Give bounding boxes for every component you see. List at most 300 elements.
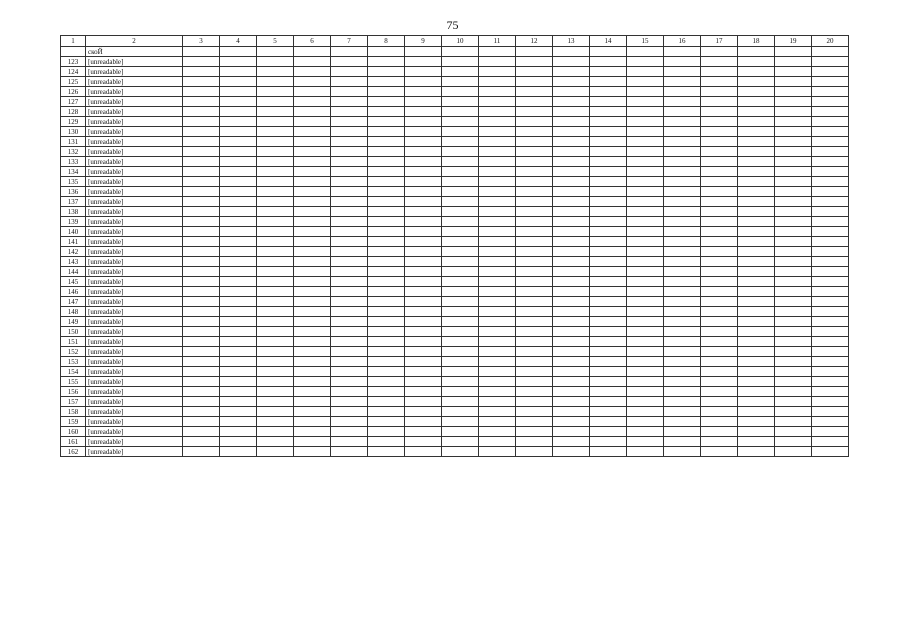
table-cell	[775, 357, 812, 367]
table-cell	[516, 327, 553, 337]
table-cell: [unreadable]	[86, 277, 183, 287]
table-cell	[183, 447, 220, 457]
table-cell	[812, 97, 849, 107]
table-cell	[775, 437, 812, 447]
table-cell	[183, 227, 220, 237]
table-cell	[183, 307, 220, 317]
table-cell	[516, 167, 553, 177]
table-cell	[627, 217, 664, 227]
table-cell	[627, 377, 664, 387]
table-cell	[738, 137, 775, 147]
table-cell	[664, 247, 701, 257]
table-cell	[220, 237, 257, 247]
table-cell	[812, 197, 849, 207]
table-cell	[294, 387, 331, 397]
table-cell	[220, 147, 257, 157]
table-cell: 124	[61, 67, 86, 77]
table-row	[61, 77, 849, 87]
table-cell	[442, 177, 479, 187]
table-cell	[442, 127, 479, 137]
table-cell	[812, 267, 849, 277]
table-cell	[257, 257, 294, 267]
table-cell	[701, 317, 738, 327]
table-cell: 130	[61, 127, 86, 137]
table-cell	[183, 117, 220, 127]
table-row	[61, 97, 849, 107]
table-cell	[220, 247, 257, 257]
table-cell	[701, 237, 738, 247]
table-cell	[516, 257, 553, 267]
table-cell	[701, 197, 738, 207]
table-cell	[775, 107, 812, 117]
table-cell	[405, 217, 442, 227]
table-cell	[516, 387, 553, 397]
table-cell	[590, 97, 627, 107]
table-cell	[442, 367, 479, 377]
table-cell	[590, 277, 627, 287]
table-cell: [unreadable]	[86, 147, 183, 157]
table-cell	[405, 257, 442, 267]
table-cell	[331, 257, 368, 267]
table-cell	[479, 197, 516, 207]
table-cell	[294, 217, 331, 227]
table-cell	[479, 287, 516, 297]
table-cell	[368, 387, 405, 397]
table-cell	[590, 237, 627, 247]
table-cell	[479, 327, 516, 337]
table-cell	[294, 167, 331, 177]
table-cell: 134	[61, 167, 86, 177]
table-cell	[590, 197, 627, 207]
table-cell	[775, 387, 812, 397]
table-cell	[331, 97, 368, 107]
table-cell	[627, 257, 664, 267]
table-cell: 129	[61, 117, 86, 127]
table-cell	[183, 217, 220, 227]
table-cell	[294, 267, 331, 277]
table-cell	[516, 317, 553, 327]
table-cell	[479, 47, 516, 57]
table-row	[61, 407, 849, 417]
table-cell	[627, 77, 664, 87]
table-cell	[331, 157, 368, 167]
header-cell: 16	[664, 36, 701, 47]
table-cell	[812, 127, 849, 137]
table-cell: [unreadable]	[86, 387, 183, 397]
table-cell	[220, 287, 257, 297]
table-cell	[701, 67, 738, 77]
table-cell	[738, 77, 775, 87]
table-cell	[257, 307, 294, 317]
table-cell: [unreadable]	[86, 357, 183, 367]
table-cell	[220, 417, 257, 427]
table-cell	[442, 237, 479, 247]
table-cell	[257, 377, 294, 387]
table-cell	[368, 287, 405, 297]
table-cell	[220, 137, 257, 147]
table-cell	[220, 407, 257, 417]
table-cell	[442, 187, 479, 197]
table-cell	[294, 197, 331, 207]
table-cell	[331, 187, 368, 197]
table-cell	[590, 247, 627, 257]
table-cell	[294, 407, 331, 417]
table-cell	[627, 117, 664, 127]
table-cell: [unreadable]	[86, 77, 183, 87]
table-cell	[812, 447, 849, 457]
table-cell	[331, 217, 368, 227]
table-cell	[627, 207, 664, 217]
table-cell	[775, 307, 812, 317]
table-cell: [unreadable]	[86, 217, 183, 227]
table-cell	[220, 217, 257, 227]
table-cell	[627, 307, 664, 317]
table-row	[61, 297, 849, 307]
table-cell	[812, 407, 849, 417]
table-cell	[664, 167, 701, 177]
table-cell	[183, 277, 220, 287]
table-cell	[405, 237, 442, 247]
table-cell	[183, 387, 220, 397]
table-cell	[701, 187, 738, 197]
table-cell	[664, 427, 701, 437]
table-cell	[294, 367, 331, 377]
table-cell	[516, 397, 553, 407]
table-row	[61, 237, 849, 247]
table-cell	[553, 297, 590, 307]
table-cell	[664, 157, 701, 167]
table-cell	[553, 287, 590, 297]
table-cell: 133	[61, 157, 86, 167]
table-cell	[627, 197, 664, 207]
table-cell	[627, 107, 664, 117]
table-cell: [unreadable]	[86, 327, 183, 337]
table-cell	[738, 317, 775, 327]
table-cell	[516, 147, 553, 157]
header-cell: 13	[553, 36, 590, 47]
table-cell	[183, 267, 220, 277]
table-cell	[220, 377, 257, 387]
table-row	[61, 357, 849, 367]
table-cell	[405, 297, 442, 307]
table-cell	[701, 137, 738, 147]
table-cell	[183, 207, 220, 217]
table-cell	[479, 367, 516, 377]
table-cell	[812, 277, 849, 287]
table-cell	[590, 437, 627, 447]
table-cell	[331, 197, 368, 207]
table-cell	[368, 197, 405, 207]
table-cell: 125	[61, 77, 86, 87]
table-cell	[664, 377, 701, 387]
table-cell	[405, 417, 442, 427]
table-cell	[331, 127, 368, 137]
table-cell	[294, 287, 331, 297]
table-cell	[331, 47, 368, 57]
table-cell	[516, 177, 553, 187]
table-cell	[812, 247, 849, 257]
table-cell	[368, 97, 405, 107]
table-cell	[442, 107, 479, 117]
table-cell: [unreadable]	[86, 247, 183, 257]
table-cell	[516, 307, 553, 317]
table-cell	[553, 197, 590, 207]
table-cell	[701, 337, 738, 347]
table-cell	[405, 357, 442, 367]
table-cell	[738, 247, 775, 257]
table-cell	[516, 277, 553, 287]
table-cell	[257, 167, 294, 177]
table-row	[61, 207, 849, 217]
table-cell	[442, 47, 479, 57]
table-cell	[516, 107, 553, 117]
table-cell	[664, 237, 701, 247]
table-cell	[627, 247, 664, 257]
table-cell	[775, 237, 812, 247]
table-row	[61, 287, 849, 297]
table-cell	[775, 297, 812, 307]
table-cell	[664, 187, 701, 197]
table-cell	[738, 267, 775, 277]
table-cell	[553, 357, 590, 367]
table-cell	[294, 297, 331, 307]
table-cell	[331, 327, 368, 337]
table-cell: 123	[61, 57, 86, 67]
table-cell	[220, 357, 257, 367]
table-cell	[294, 357, 331, 367]
table-cell	[701, 277, 738, 287]
table-cell	[738, 387, 775, 397]
table-cell	[627, 387, 664, 397]
table-cell	[220, 427, 257, 437]
table-cell	[368, 77, 405, 87]
table-cell: 139	[61, 217, 86, 227]
header-cell: 6	[294, 36, 331, 47]
table-cell	[257, 57, 294, 67]
header-cell: 19	[775, 36, 812, 47]
table-cell: [unreadable]	[86, 137, 183, 147]
table-cell	[442, 297, 479, 307]
table-cell	[553, 427, 590, 437]
table-cell	[479, 117, 516, 127]
table-cell	[590, 267, 627, 277]
table-cell	[331, 67, 368, 77]
table-cell: 153	[61, 357, 86, 367]
table-cell	[664, 437, 701, 447]
table-cell	[627, 317, 664, 327]
table-cell	[627, 187, 664, 197]
table-row	[61, 87, 849, 97]
table-cell: [unreadable]	[86, 297, 183, 307]
table-cell	[368, 167, 405, 177]
table-cell: 159	[61, 417, 86, 427]
table-cell	[775, 417, 812, 427]
table-cell	[516, 97, 553, 107]
table-cell	[294, 347, 331, 357]
table-cell	[479, 427, 516, 437]
table-row	[61, 227, 849, 237]
table-row	[61, 247, 849, 257]
table-cell	[331, 287, 368, 297]
table-row	[61, 117, 849, 127]
table-cell	[553, 177, 590, 187]
table-cell	[257, 347, 294, 357]
table-cell	[775, 347, 812, 357]
table-cell	[738, 417, 775, 427]
table-cell: 147	[61, 297, 86, 307]
table-cell	[590, 287, 627, 297]
table-cell	[812, 367, 849, 377]
table-cell: 152	[61, 347, 86, 357]
table-cell	[442, 347, 479, 357]
table-row	[61, 187, 849, 197]
table-cell	[590, 337, 627, 347]
table-cell	[775, 407, 812, 417]
table-cell	[257, 227, 294, 237]
table-cell	[701, 287, 738, 297]
table-cell	[294, 147, 331, 157]
table-cell	[257, 397, 294, 407]
table-body	[61, 36, 849, 457]
table-cell	[590, 427, 627, 437]
table-row	[61, 217, 849, 227]
table-row	[61, 157, 849, 167]
table-cell	[257, 267, 294, 277]
table-cell	[183, 237, 220, 247]
table-cell: [unreadable]	[86, 267, 183, 277]
table-cell	[590, 157, 627, 167]
table-cell	[812, 327, 849, 337]
table-cell	[368, 297, 405, 307]
table-cell	[405, 447, 442, 457]
table-cell	[812, 287, 849, 297]
table-cell	[405, 207, 442, 217]
table-cell	[664, 387, 701, 397]
table-cell	[331, 447, 368, 457]
table-cell: 141	[61, 237, 86, 247]
table-cell	[775, 247, 812, 257]
table-cell	[812, 257, 849, 267]
table-cell	[664, 407, 701, 417]
table-cell: 162	[61, 447, 86, 457]
table-cell	[516, 377, 553, 387]
table-cell	[257, 137, 294, 147]
table-cell	[479, 387, 516, 397]
table-cell	[331, 117, 368, 127]
table-cell	[775, 317, 812, 327]
table-cell	[775, 277, 812, 287]
table-cell	[405, 287, 442, 297]
table-cell	[331, 427, 368, 437]
table-cell	[590, 377, 627, 387]
table-cell	[368, 337, 405, 347]
table-row	[61, 147, 849, 157]
table-cell	[701, 327, 738, 337]
table-cell	[257, 187, 294, 197]
table-cell: 138	[61, 207, 86, 217]
table-cell	[294, 67, 331, 77]
table-cell	[590, 397, 627, 407]
table-cell: 151	[61, 337, 86, 347]
table-cell	[368, 417, 405, 427]
table-cell	[183, 177, 220, 187]
table-cell	[257, 117, 294, 127]
table-cell	[775, 337, 812, 347]
table-cell	[812, 177, 849, 187]
table-cell	[183, 247, 220, 257]
table-row	[61, 427, 849, 437]
table-cell	[516, 267, 553, 277]
table-cell	[553, 407, 590, 417]
table-cell	[220, 387, 257, 397]
table-cell	[442, 427, 479, 437]
table-cell	[516, 347, 553, 357]
table-cell	[183, 167, 220, 177]
table-cell	[442, 437, 479, 447]
table-cell	[294, 417, 331, 427]
table-cell	[701, 97, 738, 107]
table-cell	[738, 227, 775, 237]
table-cell	[405, 437, 442, 447]
table-cell: 155	[61, 377, 86, 387]
table-cell	[183, 367, 220, 377]
table-cell	[257, 157, 294, 167]
table-cell	[257, 207, 294, 217]
table-cell	[294, 437, 331, 447]
table-cell	[590, 67, 627, 77]
table-cell	[516, 87, 553, 97]
table-cell	[294, 57, 331, 67]
table-cell	[331, 387, 368, 397]
table-cell	[701, 207, 738, 217]
table-cell	[701, 347, 738, 357]
table-cell	[516, 77, 553, 87]
table-cell	[368, 427, 405, 437]
table-cell	[738, 97, 775, 107]
table-cell	[331, 227, 368, 237]
table-cell	[775, 177, 812, 187]
table-cell: 131	[61, 137, 86, 147]
table-cell	[590, 307, 627, 317]
table-cell	[553, 147, 590, 157]
table-cell	[738, 87, 775, 97]
table-cell: [unreadable]	[86, 187, 183, 197]
table-cell	[442, 397, 479, 407]
table-cell	[220, 87, 257, 97]
table-cell	[664, 307, 701, 317]
table-cell	[738, 177, 775, 187]
table-cell	[812, 397, 849, 407]
table-cell	[442, 417, 479, 427]
table-cell	[442, 227, 479, 237]
table-cell	[627, 297, 664, 307]
table-cell	[331, 107, 368, 117]
table-cell	[516, 117, 553, 127]
table-row	[61, 47, 849, 57]
table-cell	[257, 67, 294, 77]
table-cell	[479, 277, 516, 287]
table-cell	[627, 227, 664, 237]
table-cell	[590, 107, 627, 117]
table-cell	[294, 317, 331, 327]
table-cell	[775, 147, 812, 157]
table-cell	[368, 397, 405, 407]
table-cell	[775, 367, 812, 377]
table-cell	[664, 117, 701, 127]
table-cell	[627, 367, 664, 377]
table-cell	[220, 267, 257, 277]
table-cell	[405, 197, 442, 207]
